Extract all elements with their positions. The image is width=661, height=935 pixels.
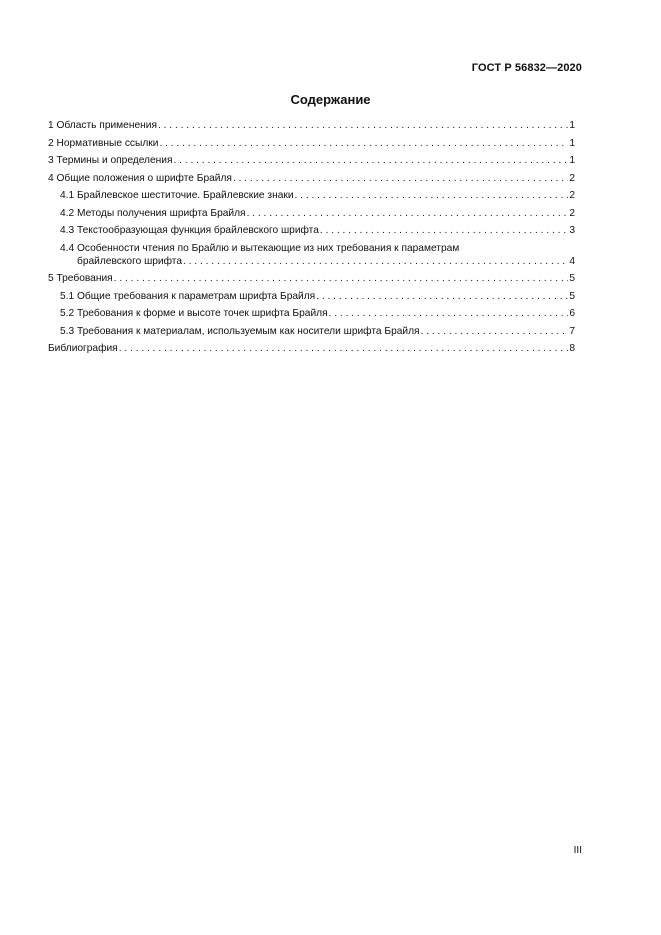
dot-leader [316,290,568,303]
toc-entry-5[interactable] [48,272,575,285]
toc-entry-4-3[interactable] [48,224,575,237]
toc-entry-5-1[interactable] [48,290,575,303]
dot-leader [320,224,568,237]
toc-entry-page: 6 [569,308,575,319]
table-of-contents [48,119,575,360]
dot-leader [159,137,568,150]
toc-entry-page: 5 [569,273,575,284]
toc-entry-page: 2 [569,190,575,201]
toc-entry-bibliography[interactable] [48,342,575,355]
toc-entry-page: 8 [569,343,575,354]
toc-entry-label: 2 Нормативные ссылки [48,137,159,149]
dot-leader [114,272,569,285]
toc-entry-2[interactable] [48,137,575,150]
dot-leader [119,342,569,355]
toc-title: Содержание [290,92,371,107]
dot-leader [329,307,569,320]
toc-entry-page: 3 [569,225,575,236]
page-number: III [573,845,582,856]
toc-entry-4-4[interactable] [48,242,575,268]
dot-leader [295,189,569,202]
toc-entry-page: 1 [569,137,575,149]
toc-entry-label: 5 Требования [48,273,113,284]
toc-entry-label: 4 Общие положения о шрифте Брайля [48,172,232,184]
toc-entry-label: 4.2 Методы получения шрифта Брайля [60,207,246,219]
toc-entry-page: 2 [569,172,575,184]
toc-entry-3[interactable] [48,154,575,167]
toc-entry-label-line-2: брайлевского шрифта [77,255,182,267]
dot-leader [158,119,568,132]
toc-entry-label: 5.1 Общие требования к параметрам шрифта Брайля [60,290,316,302]
document-code: ГОСТ Р 56832—2020 [471,62,582,74]
toc-entry-1[interactable] [48,119,575,132]
toc-entry-page: 1 [569,155,575,166]
toc-entry-4[interactable] [48,172,575,185]
toc-entry-page: 7 [569,325,575,337]
toc-entry-label: 5.2 Требования к форме и высоте точек шрифта Брайля [60,308,328,319]
toc-entry-label: 3 Термины и определения [48,155,173,166]
dot-leader [183,255,568,268]
toc-entry-label: 4.3 Текстообразующая функция брайлевского шрифта [60,225,319,236]
toc-entry-label-line-1: 4.4 Особенности чтения по Брайлю и вытекающие из них требования к параметрам [60,242,460,254]
toc-entry-label: Библиография [48,343,118,354]
toc-entry-page: 4 [569,255,575,267]
dot-leader [233,172,568,185]
toc-entry-4-2[interactable] [48,207,575,220]
toc-entry-5-2[interactable] [48,307,575,320]
toc-entry-4-1[interactable] [48,189,575,202]
dot-leader [421,325,569,338]
toc-entry-line-2 [60,255,569,268]
toc-entry-5-3[interactable] [48,325,575,338]
dot-leader [173,154,568,167]
toc-entry-page: 2 [569,207,575,219]
toc-entry-label: 1 Область применения [48,120,157,131]
toc-entry-text [60,242,569,268]
toc-entry-label: 4.1 Брайлевское шеститочие. Брайлевские знаки [60,190,294,201]
toc-entry-label: 5.3 Требования к материалам, используемым как носители шрифта Брайля [60,325,420,337]
toc-entry-page: 5 [569,290,575,302]
toc-entry-page: 1 [569,120,575,131]
dot-leader [247,207,569,220]
